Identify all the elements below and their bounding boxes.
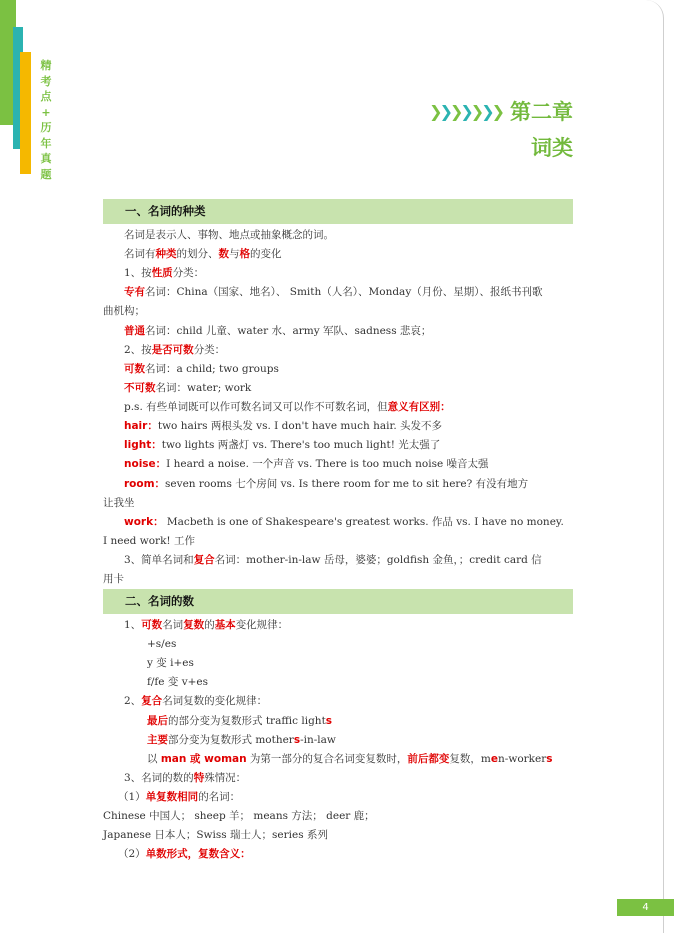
- chapter-subtitle: 词类: [531, 136, 573, 160]
- side-title-char: 题: [40, 167, 52, 181]
- text-line: 专有名词：China（国家、地名）、 Smith（人名）、Monday（月份、星期）、报纸书刊歌: [124, 286, 543, 298]
- text-line: 让我坐: [103, 497, 135, 509]
- text-line: 2、复合名词复数的变化规律：: [124, 695, 268, 707]
- text-line: light：two lights 两盏灯 vs. There's too much light! 光太强了: [124, 439, 441, 451]
- text-line: 1、可数名词复数的基本变化规律：: [124, 619, 289, 631]
- text-line: work： Macbeth is one of Shakespeare's greatest works. 作品 vs. I have no money.: [124, 516, 564, 528]
- side-title-char: +: [41, 105, 51, 119]
- text-line: 名词是表示人、事物、地点或抽象概念的词。: [124, 229, 334, 241]
- text-line: 用卡: [103, 573, 124, 585]
- chevron-arrows-icon: ❯ ❯ ❯ ❯ ❯ ❯ ❯: [429, 101, 502, 121]
- side-title-char: 精: [40, 59, 52, 72]
- text-line: room：seven rooms 七个房间 vs. Is there room for me to sit here? 有没有地方: [124, 478, 529, 490]
- text-line: Chinese 中国人； sheep 羊； means 方法； deer 鹿；: [103, 810, 375, 822]
- text-line: 3、名词的数的特殊情况：: [124, 772, 247, 784]
- section-header-1: 一、名词的种类: [103, 199, 573, 224]
- text-line: 2、按是否可数分类：: [124, 344, 226, 356]
- text-line: 最后的部分变为复数形式 traffic lights: [147, 715, 333, 727]
- side-title-char: 真: [40, 152, 52, 165]
- side-title-char: 历: [40, 121, 52, 134]
- chapter-heading: [429, 96, 573, 126]
- page-number: 4: [617, 899, 674, 916]
- text-line: 1、按性质分类：: [124, 267, 205, 279]
- accent-bar-yellow: [20, 52, 31, 174]
- text-line: 普通名词：child 儿童、water 水、army 军队、sadness 悲哀；: [124, 325, 432, 337]
- text-line: noise：I heard a noise. 一个声音 vs. There is too much noise 噪音太强: [124, 458, 489, 470]
- text-line: I need work! 工作: [103, 535, 195, 547]
- text-line: 3、简单名词和复合名词：mother-in-law 岳母，婆婆；goldfish 金鱼，；credit card 信: [124, 554, 542, 566]
- side-title-char: 点: [40, 90, 52, 103]
- text-line: 名词有种类的划分、数与格的变化: [124, 248, 282, 260]
- text-line: 可数名词：a child; two groups: [124, 363, 279, 375]
- chapter-title: 第二章: [510, 100, 573, 124]
- text-line: y 变 i+es: [147, 657, 194, 669]
- text-line: （1）单复数相同的名词：: [118, 791, 241, 803]
- text-line: 以 man 或 woman 为第一部分的复合名词变复数时，前后都变复数，men-workers: [147, 753, 553, 765]
- side-title: [39, 58, 53, 182]
- text-line: f/fe 变 v+es: [147, 676, 209, 688]
- side-title-char: 考: [40, 74, 52, 88]
- text-line: （2）单数形式，复数含义：: [118, 848, 251, 860]
- text-line: 主要部分变为复数形式 mothers-in-law: [147, 734, 336, 746]
- text-line: Japanese 日本人；Swiss 瑞士人；series 系列: [103, 829, 328, 841]
- text-line: p.s. 有些单词既可以作可数名词又可以作不可数名词，但意义有区别：: [124, 401, 451, 413]
- section-header-2: 二、名词的数: [103, 589, 573, 614]
- text-line: 不可数名词：water; work: [124, 382, 252, 394]
- text-line: 曲机构；: [103, 305, 145, 317]
- text-line: +s/es: [147, 638, 177, 650]
- text-line: hair：two hairs 两根头发 vs. I don't have much hair. 头发不多: [124, 420, 443, 432]
- side-title-char: 年: [40, 136, 52, 150]
